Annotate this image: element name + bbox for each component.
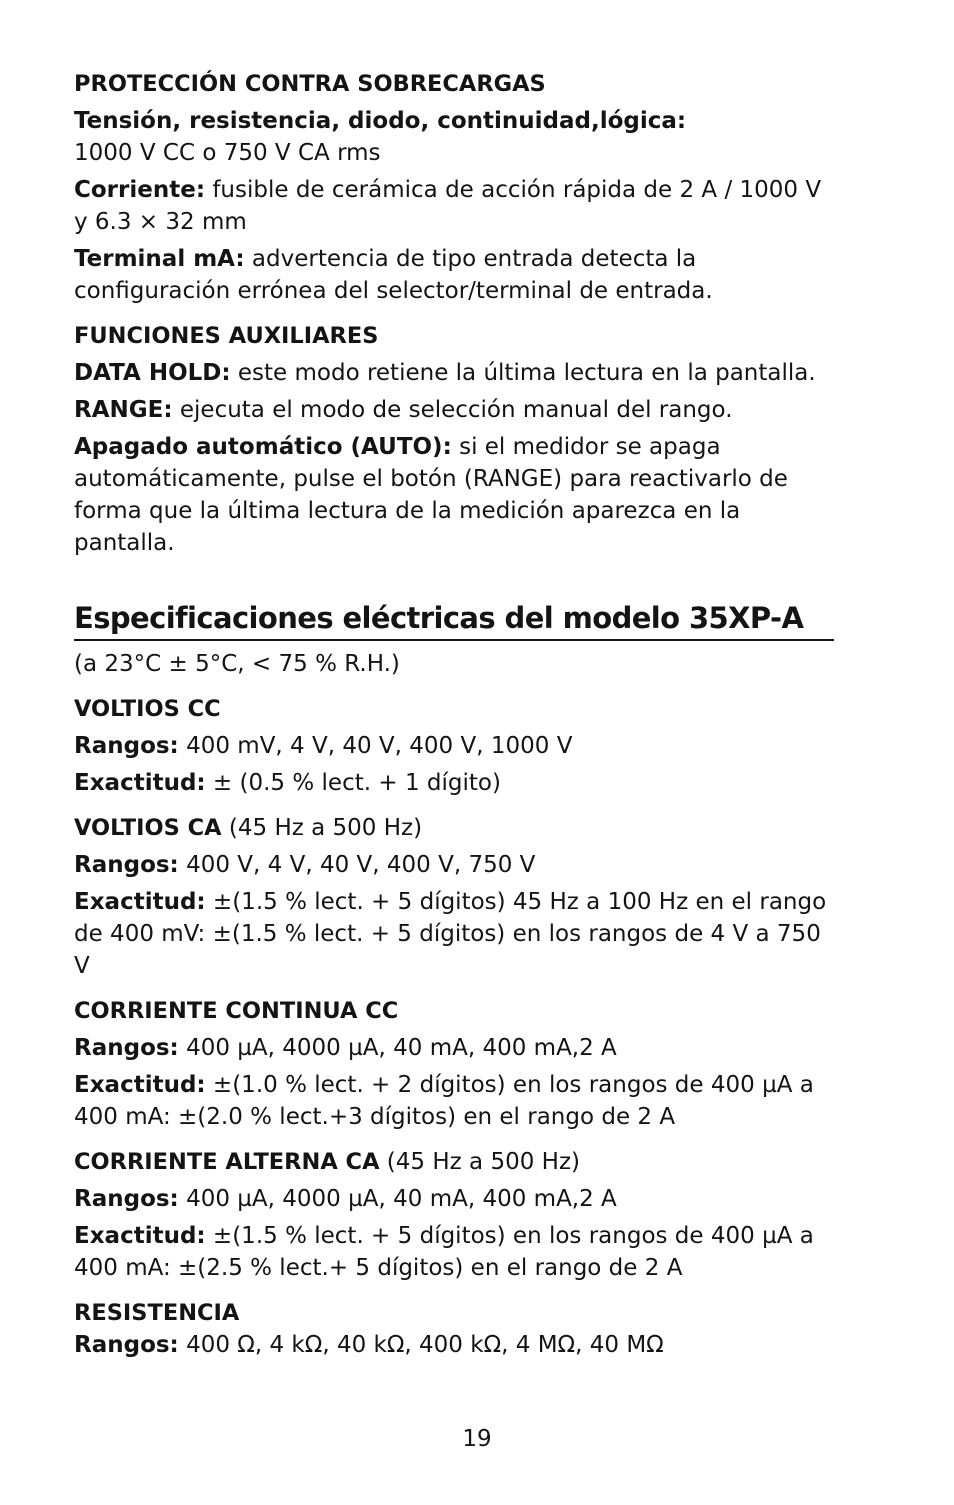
vdc-accuracy-term: Exactitud: (74, 770, 206, 796)
vdc-ranges (74, 730, 834, 762)
specs-title: Especificaciones eléctricas del modelo 35XP-A (74, 599, 834, 641)
iac-heading-note: (45 Hz a 500 Hz) (379, 1149, 580, 1175)
vac-heading-note: (45 Hz a 500 Hz) (221, 815, 423, 841)
idc-accuracy (74, 1069, 834, 1133)
vdc-accuracy-text: ± (0.5 % lect. + 1 dígito) (205, 770, 501, 796)
iac-accuracy (74, 1220, 834, 1284)
ma-terminal-protection (74, 243, 834, 307)
data-hold-item (74, 357, 834, 389)
vac-ranges (74, 849, 834, 881)
voltage-protection-label (74, 105, 834, 137)
section-heading-resistance: RESISTENCIA (74, 1300, 240, 1326)
ma-terminal-text: advertencia de tipo entrada detecta la configuración errónea del selector/terminal de entrada. (74, 246, 713, 304)
current-protection (74, 174, 834, 238)
vac-accuracy-text: ±(1.5 % lect. + 5 dígitos) 45 Hz a 100 Hz en el rango de 400 mV: ±(1.5 % lect. + 5 dígitos) en los rangos de 4 V a 750 V (74, 889, 827, 979)
vac-ranges-term: Rangos: (74, 852, 179, 878)
range-item (74, 394, 834, 426)
iac-ranges-text: 400 µA, 4000 µA, 40 mA, 400 mA,2 A (178, 1186, 617, 1212)
voltage-protection-term: Tensión, resistencia, diodo, continuidad,lógica: (74, 108, 687, 134)
section-heading-vac (74, 812, 834, 844)
vac-heading-text: VOLTIOS CA (74, 815, 222, 841)
voltage-protection-text: 1000 V CC o 750 V CA rms (74, 140, 381, 166)
specs-conditions: (a 23°C ± 5°C, < 75 % R.H.) (74, 651, 400, 677)
idc-ranges-text: 400 µA, 4000 µA, 40 mA, 400 mA,2 A (178, 1035, 617, 1061)
iac-heading-text: CORRIENTE ALTERNA CA (74, 1149, 380, 1175)
range-term: RANGE: (74, 397, 173, 423)
vac-accuracy-term: Exactitud: (74, 889, 206, 915)
vac-ranges-text: 400 V, 4 V, 40 V, 400 V, 750 V (178, 852, 536, 878)
res-ranges-text: 400 Ω, 4 kΩ, 40 kΩ, 400 kΩ, 4 MΩ, 40 MΩ (178, 1332, 664, 1358)
auto-off-item (74, 431, 834, 559)
section-heading-aux: FUNCIONES AUXILIARES (74, 323, 379, 349)
current-protection-text: fusible de cerámica de acción rápida de 2 A / 1000 V y 6.3 × 32 mm (74, 177, 822, 235)
page-number: 19 (462, 1426, 492, 1452)
res-ranges (74, 1329, 834, 1361)
auto-off-text: si el medidor se apaga automáticamente, pulse el botón (RANGE) para reactivarlo de forma que la última lectura de la medición aparezca en la pantalla. (74, 434, 788, 556)
iac-accuracy-term: Exactitud: (74, 1223, 206, 1249)
iac-ranges (74, 1183, 834, 1215)
document-page (74, 68, 834, 1361)
idc-accuracy-term: Exactitud: (74, 1072, 206, 1098)
vdc-ranges-term: Rangos: (74, 733, 179, 759)
vdc-accuracy (74, 767, 834, 799)
vdc-ranges-text: 400 mV, 4 V, 40 V, 400 V, 1000 V (178, 733, 573, 759)
range-text: ejecuta el modo de selección manual del rango. (172, 397, 733, 423)
data-hold-term: DATA HOLD: (74, 360, 231, 386)
ma-terminal-term: Terminal mA: (74, 246, 245, 272)
vac-accuracy (74, 886, 834, 982)
section-heading-idc: CORRIENTE CONTINUA CC (74, 998, 399, 1024)
idc-ranges-term: Rangos: (74, 1035, 179, 1061)
iac-accuracy-text: ±(1.5 % lect. + 5 dígitos) en los rangos de 400 µA a 400 mA: ±(2.5 % lect.+ 5 dígitos) en el rango de 2 A (74, 1223, 814, 1281)
res-ranges-term: Rangos: (74, 1332, 179, 1358)
current-protection-term: Corriente: (74, 177, 206, 203)
idc-accuracy-text: ±(1.0 % lect. + 2 dígitos) en los rangos de 400 µA a 400 mA: ±(2.0 % lect.+3 dígitos) en el rango de 2 A (74, 1072, 814, 1130)
idc-ranges (74, 1032, 834, 1064)
section-heading-vdc: VOLTIOS CC (74, 696, 221, 722)
section-heading-iac (74, 1146, 834, 1178)
section-heading-protection: PROTECCIÓN CONTRA SOBRECARGAS (74, 71, 546, 97)
data-hold-text: este modo retiene la última lectura en la pantalla. (230, 360, 816, 386)
iac-ranges-term: Rangos: (74, 1186, 179, 1212)
auto-off-term: Apagado automático (AUTO): (74, 434, 452, 460)
